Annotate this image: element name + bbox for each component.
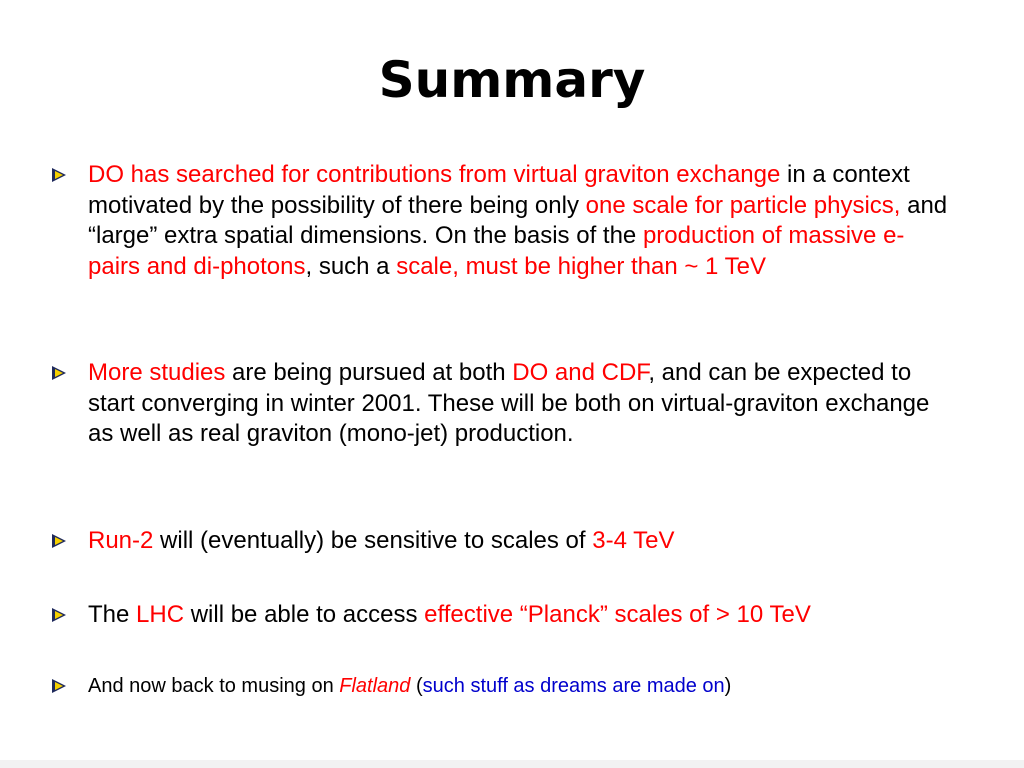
bullet-5-seg-4: such stuff as dreams are made on [422,675,725,697]
bullet-text-1 [88,160,948,282]
bullet-5-seg-2: Flatland [339,675,411,697]
bullet-1-seg-2: in a context motivated by the possibility of there being only [88,161,910,219]
bullet-1-seg-3: one scale for particle physics, [585,191,901,219]
bullet-text-5 [88,672,948,700]
bullet-2-seg-4: , and can be expected to start converging in winter 2001. These will be both on virtual-graviton exchange as well as real graviton (mono-jet) production. [88,359,930,447]
bullet-1-seg-6: , such a [305,252,397,280]
bullet-4-seg-1: The [88,601,137,628]
bullet-5-seg-1: And now back to musing on [88,675,340,697]
bullet-1-seg-7: scale, must be higher than ~ 1 TeV [396,252,766,280]
bullet-square-icon [52,679,66,693]
slide-title: Summary [378,51,646,109]
bullet-2-seg-1: More studies [88,359,226,386]
bullet-1-seg-4: and “large” extra spatial dimensions. On the basis of the [88,191,948,249]
bullet-square-icon [52,534,66,548]
bullet-square-icon [52,608,66,622]
bullet-square-icon [52,168,66,182]
bullet-3-seg-1: Run-2 [88,527,154,554]
bullet-text-3 [88,526,948,557]
bullet-4-seg-2: LHC [136,601,185,628]
bullet-1-seg-5: production of massive e-pairs and di-photons [88,222,905,280]
bullet-2-seg-3: DO and CDF [512,359,649,386]
bullet-5-seg-3: ( [410,675,423,697]
bullet-4-seg-4: effective “Planck” scales of > 10 TeV [424,601,811,628]
bullet-2-seg-2: are being pursued at both [225,359,513,386]
footer-rule [0,760,1024,768]
bullet-square-icon [52,366,66,380]
bullet-3-seg-2: will (eventually) be sensitive to scales of [153,527,593,554]
bullet-5-seg-5: ) [724,675,732,697]
bullet-3-seg-3: 3-4 TeV [592,527,675,554]
bullet-4-seg-3: will be able to access [184,601,425,628]
bullet-1-seg-1: DO has searched for contributions from virtual graviton exchange [88,161,781,188]
bullet-text-2 [88,358,948,450]
bullet-text-4 [88,600,948,631]
